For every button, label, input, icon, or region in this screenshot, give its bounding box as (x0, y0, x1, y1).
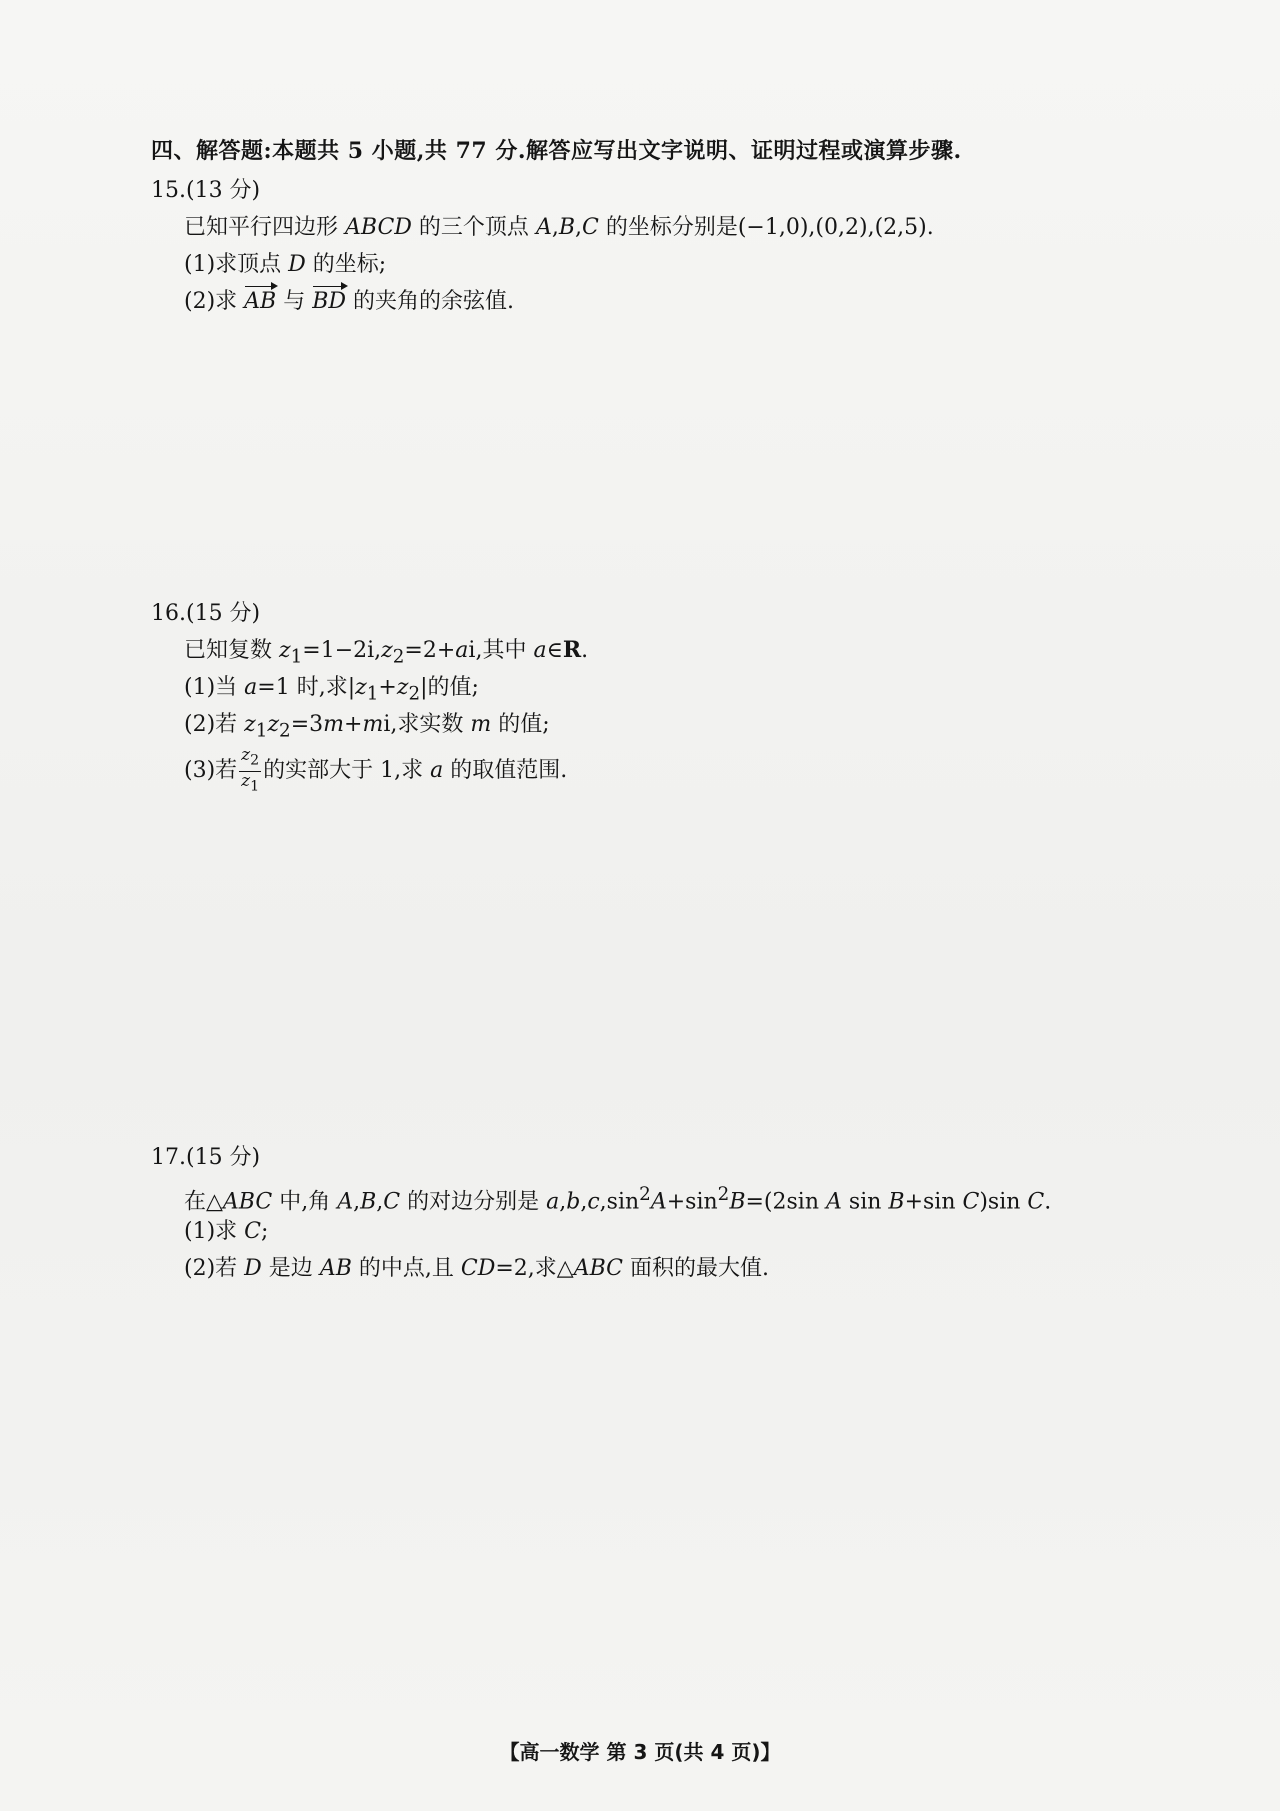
problem-stem: 在△ABC 中,角 A,B,C 的对边分别是 $a,b,c,\sin^2A+\sin^2B=(2\sin$ A sin B+sin C)sin C. (184, 1184, 1052, 1215)
problem-part-2: (2)求 AB 与 BD 的夹角的余弦值. (184, 283, 934, 320)
section-header: 四、解答题:本题共 5 小题,共 77 分.解答应写出文字说明、证明过程或演算步骤. (151, 138, 962, 164)
vector-ab: AB (244, 283, 276, 320)
problem-16 (151, 596, 588, 799)
problem-stem: 已知复数 $z_1=1-2i,z_2=2+ai$,其中 a∈R. (184, 637, 589, 668)
problem-number: 17.(15 分) (151, 1145, 261, 1170)
problem-stem: 已知平行四边形 ABCD 的三个顶点 A,B,C 的坐标分别是(−1,0),(0,2),(2,5). (184, 215, 934, 240)
page-footer: 【高一数学 第 3 页(共 4 页)】 (499, 1740, 781, 1764)
vector-bd: BD (312, 283, 346, 320)
problem-part-1: (1)求顶点 D 的坐标; (184, 252, 387, 277)
fraction-z2-over-z1: $\frac{z_2}{z_1}$ (241, 745, 260, 794)
problem-number: 15.(13 分) (151, 178, 261, 203)
problem-part-2: (2)若 $z_1z_2=3m+mi$,求实数 m 的值; (184, 712, 550, 742)
problem-part-2: (2)若 D 是边 AB 的中点,且 CD=2,求△ABC 面积的最大值. (184, 1256, 769, 1281)
problem-number: 16.(15 分) (151, 601, 261, 626)
problem-part-1: (1)当 a=1 时,求$|z_1+z_2|$的值; (184, 675, 479, 705)
problem-15 (151, 173, 934, 320)
problem-part-3: (3)若 $\frac{z_2}{z_1}$ 的实部大于 1,求 a 的取值范围. (184, 745, 568, 794)
problem-part-1: (1)求 C; (184, 1219, 269, 1244)
problem-17 (151, 1140, 1051, 1287)
